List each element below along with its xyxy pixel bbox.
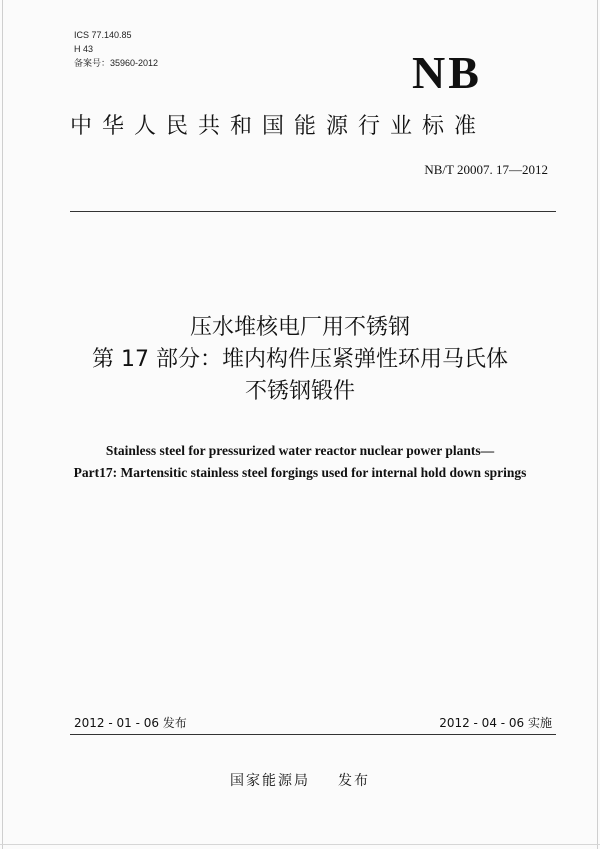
- chinese-title-line-1: 压水堆核电厂用不锈钢: [189, 315, 410, 340]
- ics-code: ICS 77.140.85: [74, 30, 132, 40]
- publisher-name: 国家能源局: [230, 773, 310, 789]
- top-divider: [70, 211, 556, 212]
- publish-label: 发布: [338, 773, 370, 789]
- scan-edge-bottom: [0, 844, 600, 845]
- bottom-divider: [70, 734, 556, 735]
- classification-block: [74, 28, 158, 70]
- english-title: [0, 440, 600, 484]
- nb-logo: NB: [412, 47, 482, 98]
- chinese-title: [0, 312, 600, 408]
- publisher-line: [0, 770, 600, 790]
- ccs-code: H 43: [74, 44, 94, 54]
- chinese-title-line-3: 不锈钢锻件: [244, 379, 355, 404]
- issuing-organization: 中华人民共和国能源行业标准: [70, 114, 487, 139]
- chinese-title-line-2: 第 17 部分：堆内构件压紧弹性环用马氏体: [92, 347, 508, 372]
- issue-date: 2012 - 01 - 06 发布: [74, 716, 187, 730]
- english-title-line-2: Part17: Martensitic stainless steel forgings used for internal hold down springs: [73, 465, 527, 480]
- standard-code: NB/T 20007. 17—2012: [424, 162, 548, 177]
- record-number: 备案号：35960-2012: [74, 58, 159, 68]
- scan-edge-left: [2, 0, 3, 849]
- implementation-date: 2012 - 04 - 06 实施: [439, 716, 552, 730]
- scan-edge-right: [597, 0, 598, 849]
- english-title-line-1: Stainless steel for pressurized water reactor nuclear power plants—: [105, 443, 495, 458]
